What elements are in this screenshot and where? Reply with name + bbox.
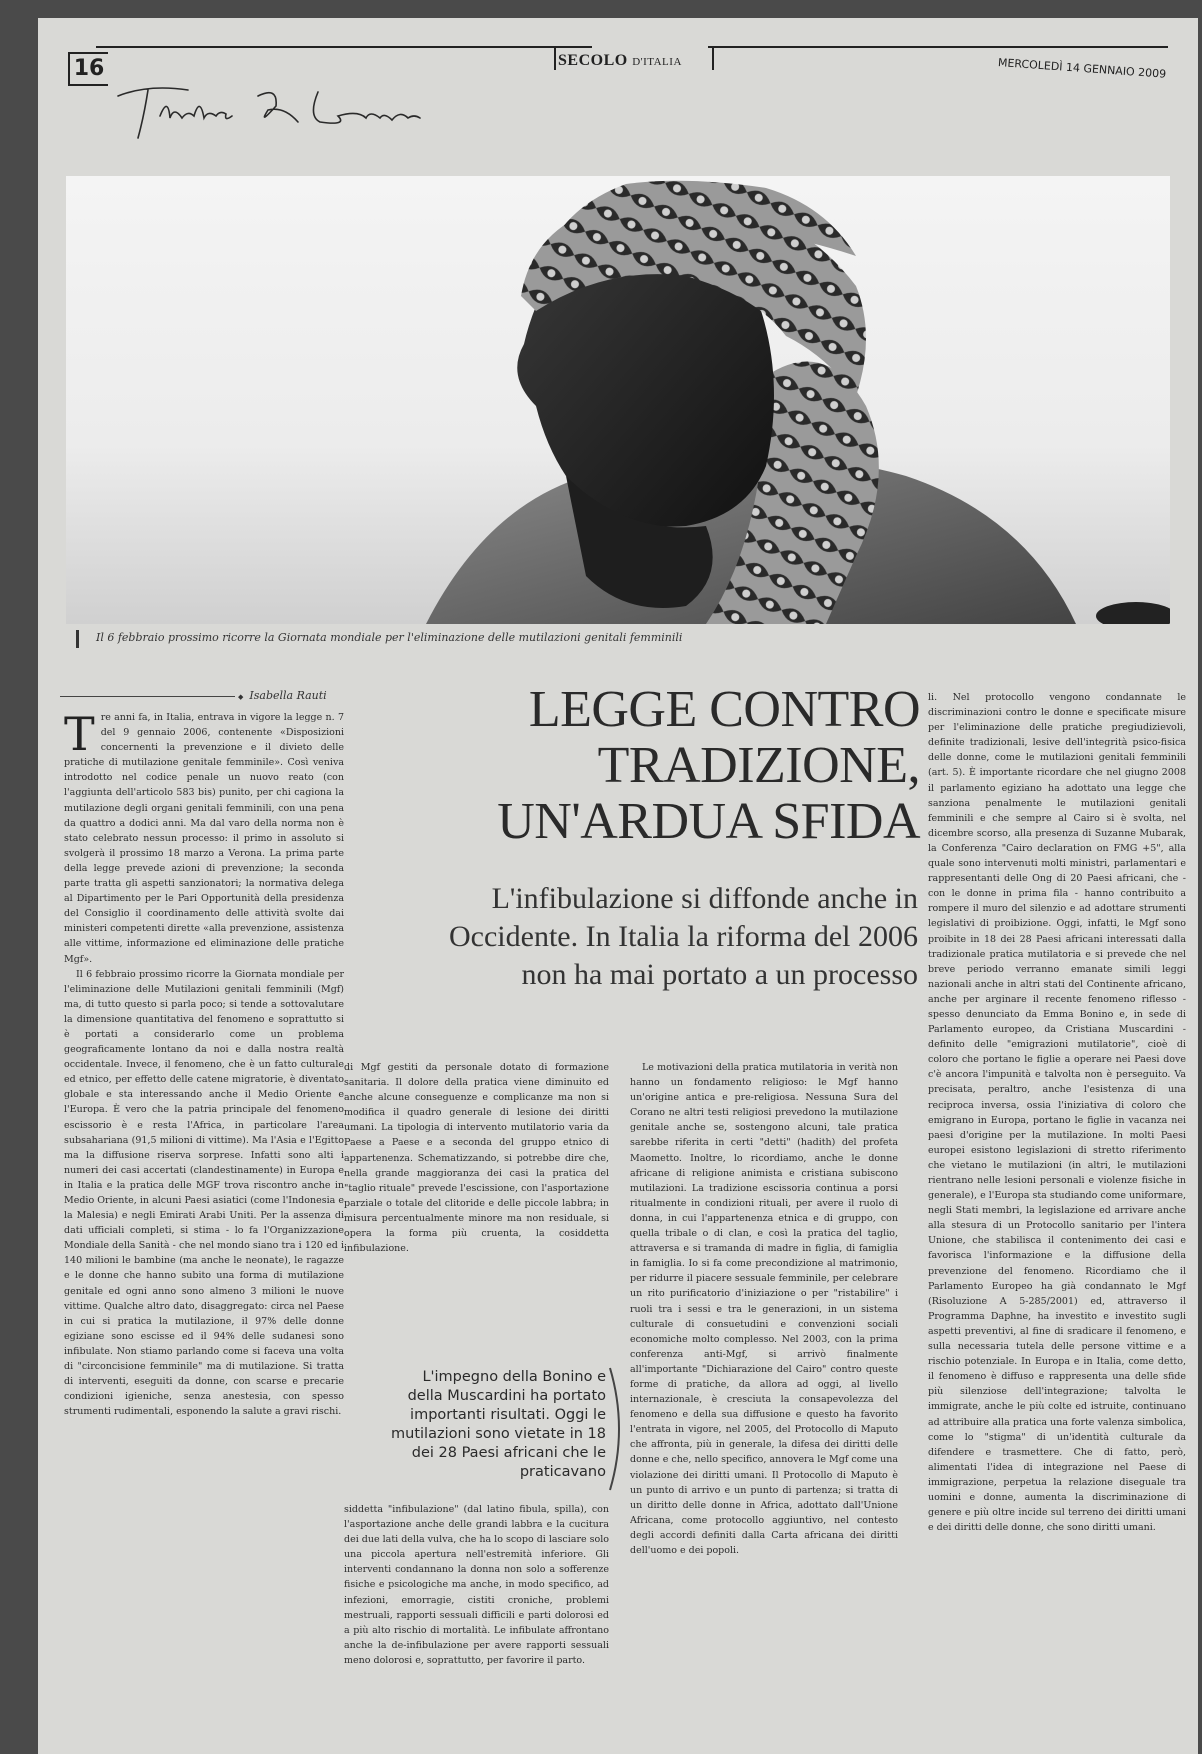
newspaper-page [38,18,1198,1754]
column-text: di Mgf gestiti da personale dotato di formazione sanitaria. Il dolore della pratica viene diminuito ed anche alcune conseguenze e complicanze ma non si modifica il quadro generale di lesione dei diritti umani. La tipologia di intervento mutilatorio varia da Paese a Paese e a seconda del gruppo etnico di appartenenza. Schematizzando, si potrebbe dire che, nella grande maggioranza dei casi la pratica del "taglio rituale" prevede l'escissione, con l'asportazione parziale o totale del clitoride e delle piccole labbra; in misura percentualmente minore ma non residuale, si opera la forma più cruenta, la cosiddetta infibulazione. [344,1062,609,1255]
publication-name [558,52,682,70]
article-column-1 [64,710,344,1746]
article-column-2 [344,1060,609,1390]
section-signature-logo [108,76,448,146]
article-subhead: L'infibulazione si diffonde anche in Occidente. In Italia la riforma del 2006 non ha mai portato a un processo [449,882,918,991]
column-text: li. Nel protocollo vengono condannate le discriminazioni contro le donne e specificate misure per l'eliminazione delle pratiche pregiudizievoli, definite tradizionali, lesive dell'integrità psico-fisica delle donne, come le mutilazioni genitali femminili (art. 5). È importante ricordare che nel giugno 2008 il parlamento egiziano ha adottato una legge che sanziona penalmente le mutilazioni genitali femminili e che sempre al Cairo si è svolta, nel dicembre scorso, alla presenza di Suzanne Mubarak, la Conferenza "Cairo declaration on FMG +5", alla quale sono intervenuti molti ministri, parlamentari e rappresentanti delle Ong di 20 Paesi africani, che - con le donne in prima fila - hanno contribuito a rompere il muro del silenzio e ad adottare strumenti legislativi di proibizione. Oggi, infatti, le Mgf sono proibite in 18 dei 28 Paesi africani interessati dalla tradizionale pratica mutilatoria e si prevede che nel breve periodo verranno emanate simili leggi nazionali anche in altri stati del Continente africano, anche per arginare il recente fenomeno riflesso - spesso denunciato da Emma Bonino e, in sede di Parlamento europeo, da Cristiana Muscardini - definito delle "emigrazioni mutilatorie", cioè di coloro che portano le figlie a operare nei Paesi dove c'è ancora l'impunità e talvolta non è perseguito. Va precisata, peraltro, anche l'esistenza di una reciproca inversa, ossia l'iniziativa di coloro che emigrano in Europa, portano le figlie in vacanza nei paesi d'origine per la mutilazione. In molti Paesi europei esistono legislazioni di stretto riferimento che vietano le mutilazioni (in altri, le mutilazioni rientrano nelle lesioni personali e violenze fisiche in generale), e l'Europa sta studiando come uniformare, negli Stati membri, la legislazione ed arrivare anche alla stesura di un Protocollo sanitario per l'intera Unione, che stabilisca il contenimento dei casi e favorisca l'informazione e la diffusione della prevenzione del fenomeno. Ricordiamo che il Parlamento Europeo ha già condannato le Mgf (Risoluzione A 5-285/2001) ed, attraverso il Programma Daphne, ha investito e investito sugli aspetti preventivi, al fine di sradicare il fenomeno, e sulla necessaria tutela delle persone vittime e a rischio potenziale. In Europa e in Italia, come detto, il fenomeno è diffuso e rappresenta una delle sfide più silenziose dell'integrazione; talvolta le immigrate, anche le più colte ed istruite, continuano ad attribuire alla pratica una forte valenza simbolica, come lo "stigma" di un'identità culturale da difendere e trasmettere. Che di fatto, però, alimentati l'idea di integrazione nel Paese di immigrazione, perpetua la relazione diseguale tra uomini e donne, aumenta la discriminazione di genere e più oltre incide sul terreno dei diritti umani e dei diritti delle donne, che sono diritti umani. [928,692,1186,1534]
author-byline: ◆ Isabella Rauti [238,689,327,702]
byline-rule [60,696,235,697]
article-column-3 [630,1060,898,1746]
header-divider [712,48,714,70]
headline-line: LEGGE CONTRO [528,681,920,738]
article-headline [418,682,920,850]
drop-cap: T [64,710,95,761]
article-column-2-continued [344,1502,609,1746]
publication-title: SECOLO [558,52,628,69]
header-divider [554,48,556,70]
caption-bar [76,630,79,648]
header-rule [96,46,592,48]
article-photo [66,176,1170,624]
page-number: 16 [68,52,108,86]
column-text: re anni fa, in Italia, entrava in vigore la legge n. 7 del 9 gennaio 2006, contenente «Disposizioni concernenti la prevenzione e il divieto delle pratiche di mutilazione genitale femminile». Così veniva introdotto nel codice penale un nuovo reato (con l'aggiunta dell'articolo 583 bis) punito, per chi cagiona la mutilazione degli organi genitali femminili, con una pena da quattro a dodici anni. Ma dal varo della norma non è stato celebrato nessun processo: il primo in assoluto si svolgerà il prossimo 18 marzo a Verona. La prima parte della legge prevede azioni di prevenzione; la seconda parte tratta gli aspetti sanzionatori; la normativa delega al Dipartimento per le Pari Opportunità della presidenza del Consiglio il coordinamento delle attività svolte dai ministeri competenti dirette «alla prevenzione, assistenza alle vittime, informazione ed eliminazione delle pratiche Mgf». [64,712,344,965]
pull-quote-bracket-icon [606,1366,630,1492]
column-text: siddetta "infibulazione" (dal latino fibula, spilla), con l'asportazione anche delle grandi labbra e la cucitura dei due lati della vulva, che ha lo scopo di lasciare solo una piccola apertura nell'estremità inferiore. Gli interventi condannano la donna non solo a sofferenze fisiche e psicologiche ma anche, in modo specifico, ad infezioni, emorragie, cistiti croniche, problemi mestruali, rapporti sessuali difficili e parti dolorosi ed a più alto rischio di mortalità. Le infibulate affrontano anche la de-infibulazione per avere rapporti sessuali meno dolorosi e, soprattutto, per favorire il parto. [344,1504,609,1666]
publication-suffix: D'ITALIA [632,56,682,68]
column-text: Le motivazioni della pratica mutilatoria in verità non hanno un fondamento religioso: le Mgf hanno un'origine antica e pre-religiosa. Nessuna Sura del Corano ne altri testi religiosi prevedono la mutilazione genitale anche se, sostengono alcuni, tale pratica sarebbe riferita in certi "detti" (hadith) del profeta Maometto. Inoltre, lo ricordiamo, anche le donne africane di religione animista e cristiana subiscono mutilazioni. La tradizione escissoria continua a porsi ritualmente in condizioni rituali, per avere il ruolo di donna, in cui l'appartenenza etnica e di gruppo, con quella tribale o di clan, e così la pratica del taglio, attraversa e si tramanda di madre in figlia, di famiglia in famiglia. Io si fa come precondizione al matrimonio, per ridurre il piacere sessuale femminile, per celebrare un rito purificatorio d'iniziazione o per "ristabilire" i ruoli tra i sessi e tra le generazioni, in un sistema culturale di consuetudini e convenzioni sociali economiche molto complesso. Nel 2003, con la prima conferenza anti-Mgf, si arrivò finalmente all'importante "Dichiarazione del Cairo" contro queste forme di pratiche, da allora ad oggi, al livello internazionale, è cresciuta la consapevolezza del fenomeno e della sua diffusione e questo ha favorito l'entrata in vigore, nel 2005, del Protocollo di Maputo che affronta, più in generale, la difesa dei diritti delle donne e che, nello specifico, annovera le Mgf come una violazione dei diritti umani. Il Protocollo di Maputo è un punto di arrivo e un punto di partenza; si tratta di un diritto delle donne in Africa, adottato dall'Unione Africana, come protocollo aggiuntivo, nel contesto degli accordi definiti dalla Carta africana dei diritti dell'uomo e dei popoli. [630,1062,898,1556]
column-text: Il 6 febbraio prossimo ricorre la Giornata mondiale per l'eliminazione delle Mutilazioni genitali femminili (Mgf) ma, di tutto questo si parla poco; si tende a sottovalutare la dimensione quantitativa del fenomeno e soprattutto si è portati a considerarlo come un problema geograficamente lontano da noi e dalla nostra realtà occidentale. Invece, il fenomeno, che è un fatto culturale ed etnico, per effetto delle catene migratorie, è diventato globale e sta interessando anche il Medio Oriente e l'Europa. È vero che la patria principale del fenomeno escissorio è e resta l'Africa, in particolare l'area subsahariana (91,5 milioni di vittime). Ma l'Asia e l'Egitto ma la diffusione riserva sorprese. Infatti sono alti i numeri dei casi accertati (clandestinamente) in Europa e in Italia e la pratica delle MGF trova riscontro anche in Medio Oriente, in alcuni Paesi asiatici (come l'Indonesia e la Malesia) e negli Emirati Arabi Uniti. Per la assenza di dati ufficiali completi, si stima - lo fa l'Organizzazione Mondiale della Sanità - che nel mondo siano tra i 120 ed i 140 milioni le bambine (ma anche le neonate), le ragazze e le donne che hanno subito una forma di mutilazione genitale ed ogni anno sono almeno 3 milioni le nuove vittime. Qualche altro dato, disaggregato: circa nel Paese in cui si pratica la mutilazione, il 97% delle donne egiziane sono escisse ed il 94% delle sudanesi sono infibulate. Non stiamo parlando come si faceva una volta di "circoncisione femminile" ma di mutilazione. Si tratta di interventi, eseguiti da donne, con scarse e precarie condizioni igieniche, senza anestesia, con spesso strumenti rudimentali, esponendo la salute a gravi rischi. [64,968,344,1418]
issue-date: MERCOLEDÌ 14 GENNAIO 2009 [997,56,1167,81]
article-column-4 [928,690,1186,1746]
woman-with-headscarf-photo-icon [66,176,1170,624]
headline-line: UN'ARDUA SFIDA [497,793,920,850]
photo-caption: Il 6 febbraio prossimo ricorre la Giornata mondiale per l'eliminazione delle mutilazioni genitali femminili [96,631,683,644]
header-rule [708,46,1168,48]
pull-quote: L'impegno della Bonino e della Muscardini ha portato importanti risultati. Oggi le mutilazioni sono vietate in 18 dei 28 Paesi africani che le praticavano [391,1369,606,1480]
headline-line: TRADIZIONE, [597,737,920,794]
